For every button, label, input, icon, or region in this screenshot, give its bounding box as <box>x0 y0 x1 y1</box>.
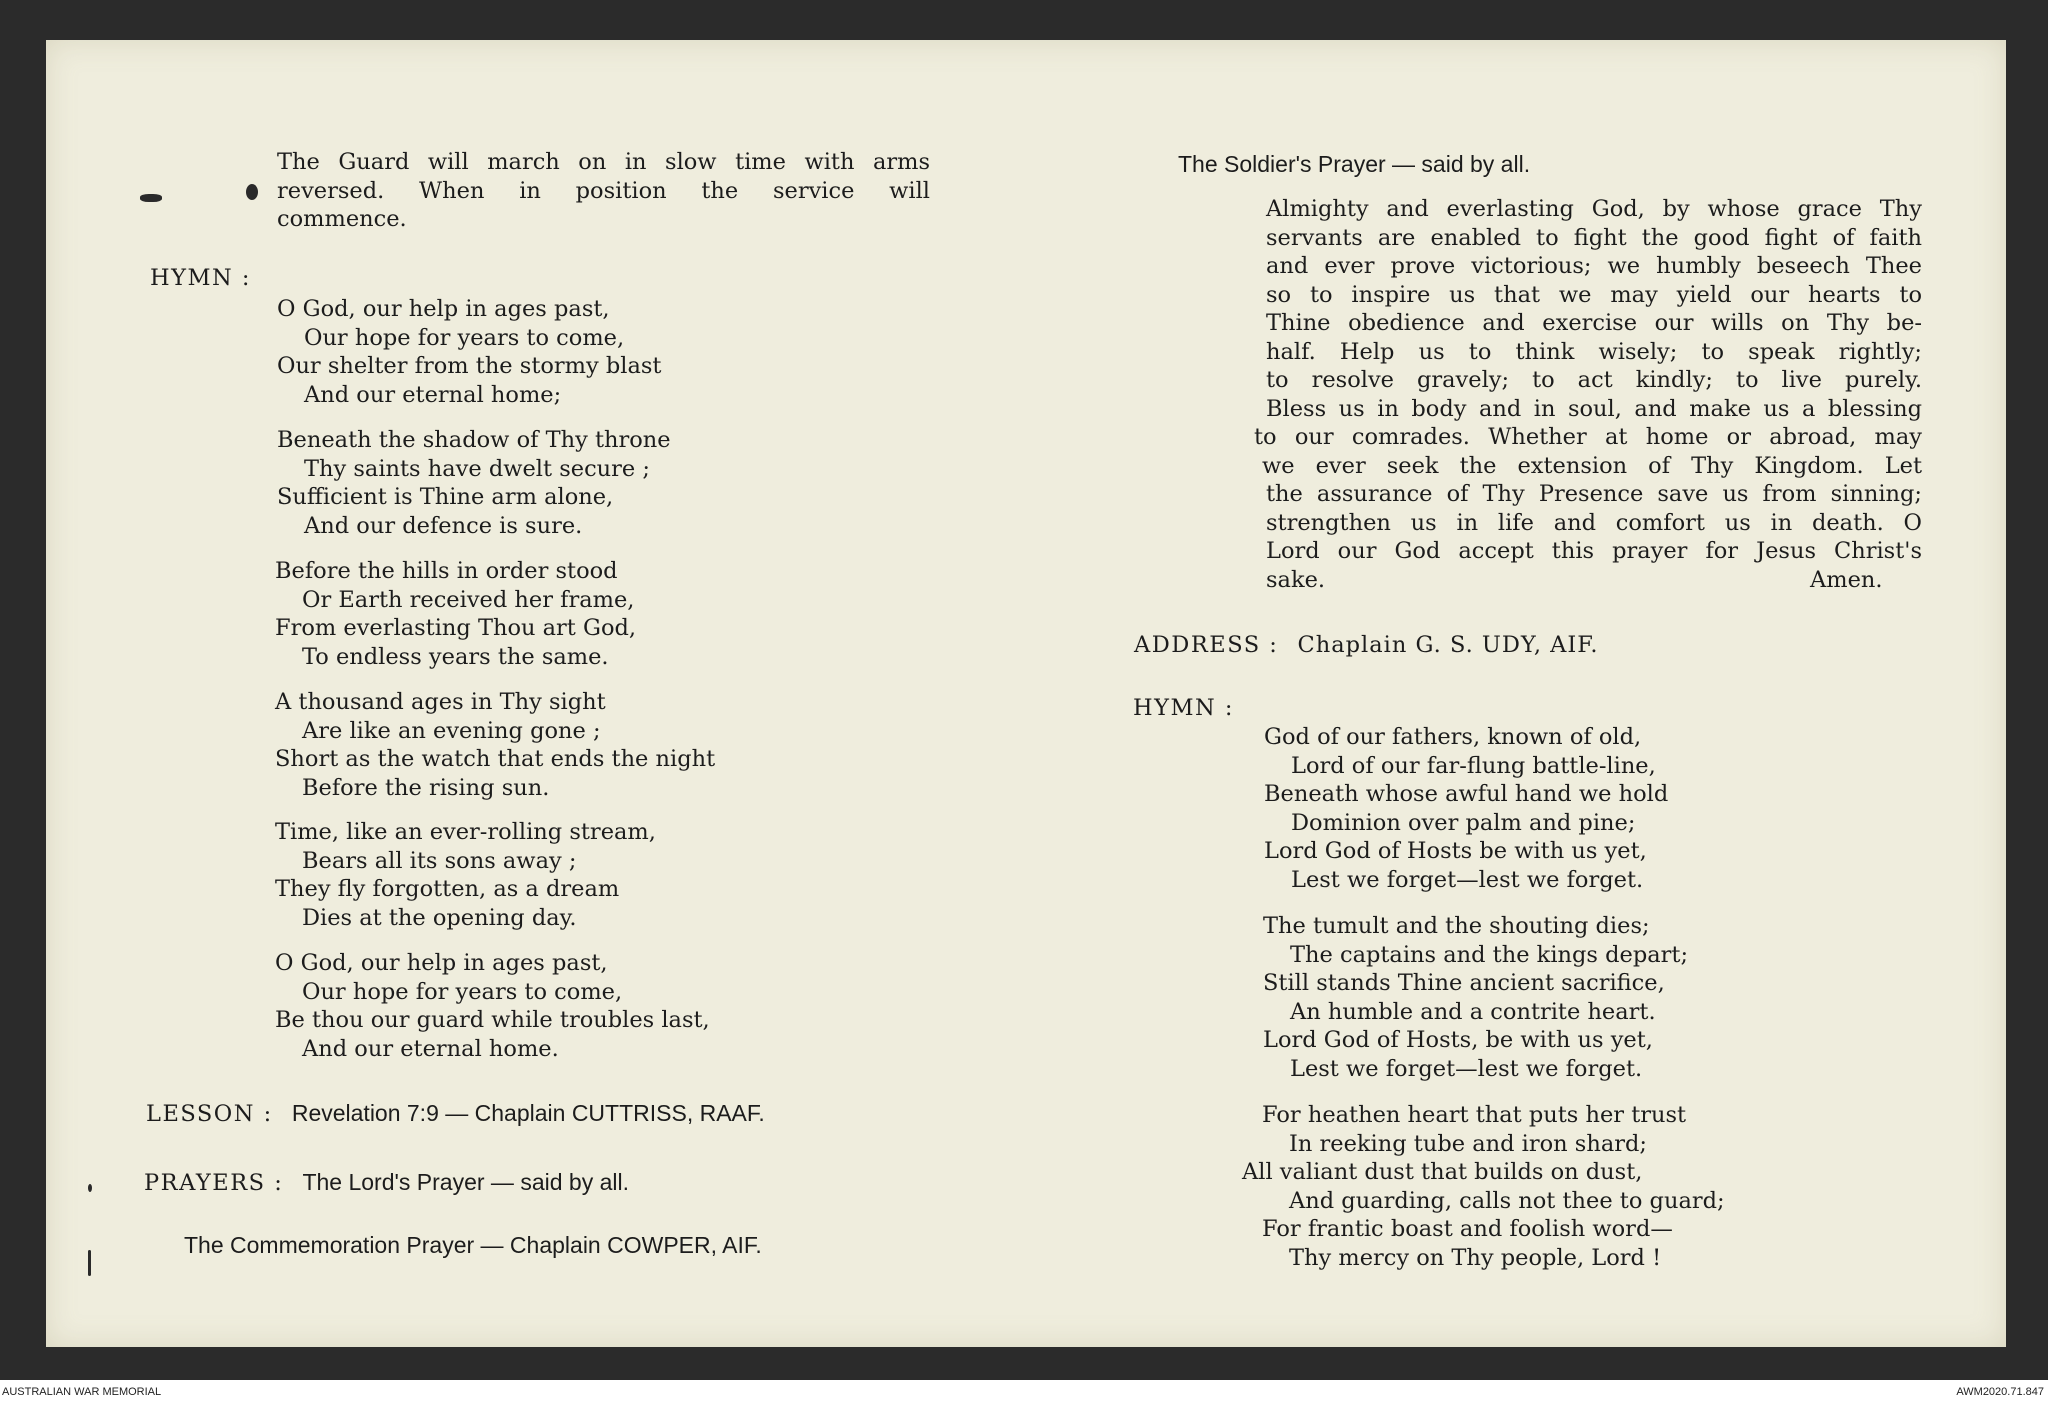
intro-line: The Guard will march on in slow time with arms <box>277 149 930 175</box>
verse-line: To endless years the same. <box>302 643 609 670</box>
hymn-label-left: HYMN : <box>150 265 251 291</box>
paper-blemish <box>88 1250 91 1276</box>
intro-paragraph <box>277 148 930 234</box>
verse-line: Short as the watch that ends the night <box>275 746 716 772</box>
prayer-line: to resolve gravely; to act kindly; to live purely. <box>1266 367 1922 393</box>
hymn-verse <box>1263 912 1688 1083</box>
verse-line: Lest we forget—lest we forget. <box>1291 866 1644 893</box>
verse-line: Before the rising sun. <box>302 774 550 801</box>
paper-blemish <box>140 194 162 202</box>
prayer-line: the assurance of Thy Presence save us from sinning; <box>1266 481 1922 507</box>
verse-line: O God, our help in ages past, <box>275 950 608 976</box>
hymn-verse <box>275 557 636 671</box>
verse-line: Before the hills in order stood <box>275 558 618 584</box>
paper-blemish <box>88 1184 92 1192</box>
lesson-text: Revelation 7:9 — Chaplain CUTTRISS, RAAF. <box>291 1100 765 1126</box>
verse-line: Beneath whose awful hand we hold <box>1264 781 1669 807</box>
verse-line: Lord of our far-flung battle-line, <box>1291 752 1656 779</box>
verse-line: All valiant dust that builds on dust, <box>1242 1159 1643 1185</box>
address-line <box>1134 632 1599 658</box>
verse-line: And our defence is sure. <box>304 512 583 539</box>
verse-line: And our eternal home; <box>304 381 562 408</box>
verse-line: They fly forgotten, as a dream <box>275 876 620 902</box>
footer-institution: AUSTRALIAN WAR MEMORIAL <box>2 1386 162 1398</box>
verse-line: Thy saints have dwelt secure ; <box>304 455 650 482</box>
prayer-line: and ever prove victorious; we humbly beseech Thee <box>1266 253 1922 279</box>
footer-accession-number: AWM2020.71.847 <box>1956 1386 2044 1398</box>
verse-line: A thousand ages in Thy sight <box>275 689 606 715</box>
prayer-line: Almighty and everlasting God, by whose grace Thy <box>1266 196 1922 222</box>
verse-line: Thy mercy on Thy people, Lord ! <box>1289 1244 1662 1271</box>
soldiers-prayer-title: The Soldier's Prayer — said by all. <box>1178 151 1531 177</box>
hymn-verse <box>1264 723 1668 894</box>
hymn-label-right: HYMN : <box>1133 695 1234 721</box>
address-label: ADDRESS : <box>1134 632 1279 658</box>
verse-line: Sufficient is Thine arm alone, <box>277 484 614 510</box>
verse-line: Be thou our guard while troubles last, <box>275 1007 710 1033</box>
verse-line: Beneath the shadow of Thy throne <box>277 427 671 453</box>
hymn-verse <box>275 688 715 802</box>
verse-line: Our shelter from the stormy blast <box>277 353 662 379</box>
amen: Amen. <box>1810 566 1883 593</box>
prayer-line: Thine obedience and exercise our wills on Thy be- <box>1266 310 1922 336</box>
verse-line: Or Earth received her frame, <box>302 586 635 613</box>
verse-line: Dominion over palm and pine; <box>1291 809 1636 836</box>
verse-line: And guarding, calls not thee to guard; <box>1289 1187 1725 1214</box>
prayer-line: half. Help us to think wisely; to speak rightly; <box>1266 338 1922 365</box>
verse-line: Are like an evening gone ; <box>302 717 601 744</box>
prayer-line: sake. <box>1266 566 1326 593</box>
prayer-line: to our comrades. Whether at home or abroad, may <box>1254 424 1922 450</box>
verse-line: Bears all its sons away ; <box>302 847 577 874</box>
soldiers-prayer-text <box>1254 195 1922 594</box>
paper-blemish <box>246 184 258 200</box>
verse-line: Still stands Thine ancient sacrifice, <box>1263 970 1665 996</box>
hymn-verse <box>277 295 661 409</box>
prayer-line: so to inspire us that we may yield our hearts to <box>1266 281 1922 308</box>
hymn-verse <box>1242 1101 1725 1272</box>
hymn-verse <box>275 949 710 1063</box>
verse-line: Dies at the opening day. <box>302 904 577 931</box>
lesson-line <box>146 1100 765 1127</box>
prayer-line: Bless us in body and in soul, and make us a blessing <box>1266 395 1922 422</box>
verse-line: From everlasting Thou art God, <box>275 615 637 641</box>
prayer-line: we ever seek the extension of Thy Kingdom. Let <box>1262 452 1922 479</box>
prayers-text: The Lord's Prayer — said by all. <box>302 1169 629 1195</box>
commemoration-prayer: The Commemoration Prayer — Chaplain COWPER, AIF. <box>184 1232 762 1258</box>
verse-line: Our hope for years to come, <box>302 978 623 1005</box>
prayer-line: Lord our God accept this prayer for Jesus Christ's <box>1266 538 1922 564</box>
verse-line: The tumult and the shouting dies; <box>1263 913 1650 939</box>
address-text: Chaplain G. S. UDY, AIF. <box>1297 632 1599 658</box>
verse-line: In reeking tube and iron shard; <box>1289 1130 1647 1157</box>
prayer-line: servants are enabled to fight the good fight of faith <box>1266 224 1922 251</box>
prayers-line <box>144 1169 629 1196</box>
hymn-verse <box>275 818 656 932</box>
prayer-line: strengthen us in life and comfort us in death. O <box>1266 509 1922 536</box>
verse-line: Time, like an ever-rolling stream, <box>275 819 656 845</box>
verse-line: And our eternal home. <box>302 1035 559 1062</box>
verse-line: Lord God of Hosts be with us yet, <box>1264 838 1647 864</box>
verse-line: An humble and a contrite heart. <box>1290 998 1656 1025</box>
verse-line: Lest we forget—lest we forget. <box>1290 1055 1643 1082</box>
verse-line: Our hope for years to come, <box>304 324 625 351</box>
verse-line: For frantic boast and foolish word— <box>1262 1216 1673 1242</box>
prayers-label: PRAYERS : <box>144 1170 284 1196</box>
intro-line: commence. <box>277 206 407 232</box>
verse-line: The captains and the kings depart; <box>1290 941 1689 968</box>
intro-line: reversed. When in position the service will <box>277 177 930 204</box>
verse-line: For heathen heart that puts her trust <box>1262 1102 1687 1128</box>
verse-line: God of our fathers, known of old, <box>1264 724 1642 750</box>
lesson-label: LESSON : <box>146 1101 273 1127</box>
hymn-verse <box>277 426 671 540</box>
verse-line: O God, our help in ages past, <box>277 296 610 322</box>
verse-line: Lord God of Hosts, be with us yet, <box>1263 1027 1653 1053</box>
archive-footer <box>0 1380 2048 1402</box>
